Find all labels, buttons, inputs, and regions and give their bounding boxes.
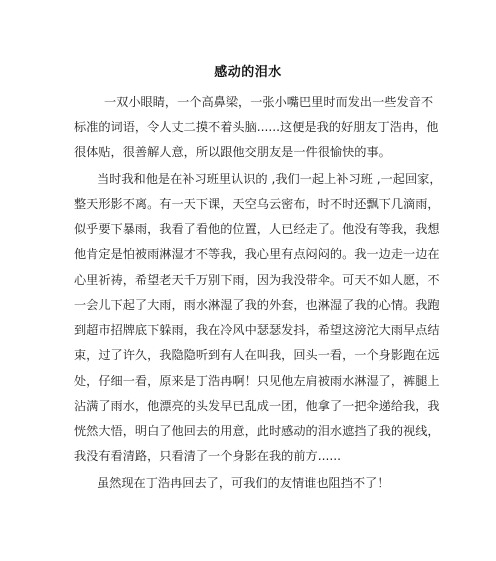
text-line: 处，仔细一看，原来是丁浩冉啊！只见他左肩被雨水淋湿了，裤腿上	[74, 374, 440, 388]
text-line: 一会儿下起了大雨，雨水淋湿了我的外套，也淋湿了我的心情。我跑	[74, 298, 440, 312]
text-line: 我没有看清路，只看清了一个身影在我的前方......	[74, 449, 341, 463]
text-line: 沾满了雨水，他漂亮的头发早已乱成一团，他拿了一把伞递给我，我	[74, 399, 440, 413]
text-line: 很体贴，很善解人意，所以跟他交朋友是一件很愉快的事。	[74, 145, 391, 159]
text-line: 整天形影不离。有一天下课，天空乌云密布，时不时还飘下几滴雨，	[74, 197, 440, 211]
text-line: 当时我和他是在补习班里认识的 ,我们一起上补习班 ,一起回家，	[97, 172, 442, 186]
text-line: 似乎要下暴雨，我看了看他的位置，人已经走了。他没有等我，我想	[74, 222, 440, 236]
text-line: 一双小眼睛，一个高鼻梁，一张小嘴巴里时而发出一些发音不	[104, 95, 434, 109]
text-line: 虽然现在丁浩冉回去了，可我们的友情谁也阻挡不了！	[97, 476, 390, 490]
text-line: 束，过了许久，我隐隐听到有人在叫我，回头一看，一个身影跑在远	[74, 348, 440, 362]
text-line: 到超市招牌底下躲雨，我在冷风中瑟瑟发抖，希望这滂沱大雨早点结	[74, 323, 440, 337]
text-line: 标准的词语，令人丈二摸不着头脑......这便是我的好朋友丁浩冉，他	[74, 120, 439, 134]
document-title: 感动的泪水	[214, 65, 282, 80]
text-line: 他肯定是怕被雨淋湿才不等我，我心里有点闷闷的。我一边走一边在	[74, 247, 440, 261]
text-line: 恍然大悟，明白了他回去的用意，此时感动的泪水遮挡了我的视线，	[74, 424, 440, 438]
text-line: 心里祈祷，希望老天千万别下雨，因为我没带伞。可天不如人愿，不	[74, 273, 440, 287]
